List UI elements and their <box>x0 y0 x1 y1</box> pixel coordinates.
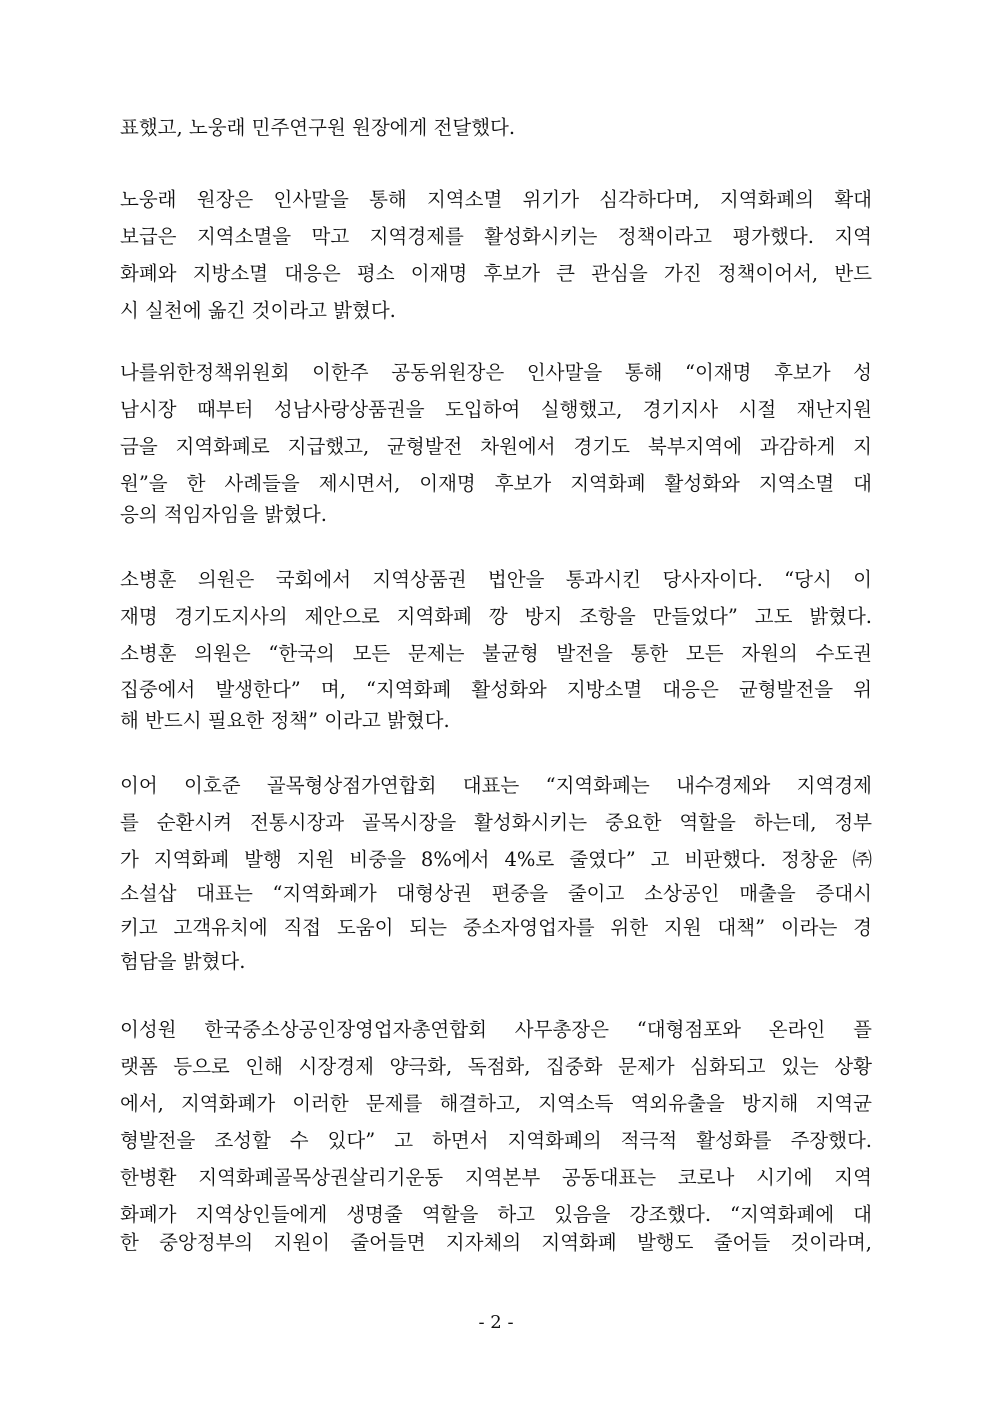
text-line: 소설삽 대표는 “지역화폐가 대형상권 편중을 줄이고 소상공인 매출을 증대시 <box>120 882 872 905</box>
text-line: 표했고, 노웅래 민주연구원 원장에게 전달했다. <box>120 116 516 139</box>
text-line: 원”을 한 사례들을 제시면서, 이재명 후보가 지역화폐 활성화와 지역소멸 대 <box>120 472 872 495</box>
text-line: 화폐가 지역상인들에게 생명줄 역할을 하고 있음을 강조했다. “지역화폐에 대 <box>120 1203 872 1226</box>
text-line: 집중에서 발생한다” 며, “지역화폐 활성화와 지방소멸 대응은 균형발전을 위 <box>120 678 872 701</box>
text-line: 해 반드시 필요한 정책” 이라고 밝혔다. <box>120 709 450 732</box>
text-line: 이성원 한국중소상공인장영업자총연합회 사무총장은 “대형점포와 온라인 플 <box>120 1018 872 1041</box>
text-line: 에서, 지역화폐가 이러한 문제를 해결하고, 지역소득 역외유출을 방지해 지역균 <box>120 1092 872 1115</box>
text-line: 나를위한정책위원회 이한주 공동위원장은 인사말을 통해 “이재명 후보가 성 <box>120 361 872 384</box>
text-line: 소병훈 의원은 국회에서 지역상품권 법안을 통과시킨 당사자이다. “당시 이 <box>120 568 872 591</box>
text-line: 시 실천에 옮긴 것이라고 밝혔다. <box>120 299 396 322</box>
text-line: 응의 적임자임을 밝혔다. <box>120 503 327 526</box>
text-line: 노웅래 원장은 인사말을 통해 지역소멸 위기가 심각하다며, 지역화폐의 확대 <box>120 188 872 211</box>
text-line: 화폐와 지방소멸 대응은 평소 이재명 후보가 큰 관심을 가진 정책이어서, 반드 <box>120 262 872 285</box>
text-line: 금을 지역화폐로 지급했고, 균형발전 차원에서 경기도 북부지역에 과감하게 지 <box>120 435 872 458</box>
text-line: 가 지역화폐 발행 지원 비중을 8%에서 4%로 줄였다” 고 비판했다. 정창윤 ㈜ <box>120 848 872 871</box>
text-line: 한 중앙정부의 지원이 줄어들면 지자체의 지역화폐 발행도 줄어들 것이라며, <box>120 1231 872 1254</box>
text-line: 키고 고객유치에 직접 도움이 되는 중소자영업자를 위한 지원 대책” 이라는 경 <box>120 916 872 939</box>
text-line: 보급은 지역소멸을 막고 지역경제를 활성화시키는 정책이라고 평가했다. 지역 <box>120 225 872 248</box>
text-line: 랫폼 등으로 인해 시장경제 양극화, 독점화, 집중화 문제가 심화되고 있는 상황 <box>120 1055 872 1078</box>
text-line: 이어 이호준 골목형상점가연합회 대표는 “지역화폐는 내수경제와 지역경제 <box>120 774 872 797</box>
page-number: - 2 - <box>478 1312 514 1333</box>
text-line: 소병훈 의원은 “한국의 모든 문제는 불균형 발전을 통한 모든 자원의 수도권 <box>120 642 872 665</box>
text-line: 남시장 때부터 성남사랑상품권을 도입하여 실행했고, 경기지사 시절 재난지원 <box>120 398 872 421</box>
text-line: 험담을 밝혔다. <box>120 950 246 973</box>
text-line: 를 순환시켜 전통시장과 골목시장을 활성화시키는 중요한 역할을 하는데, 정부 <box>120 811 872 834</box>
text-line: 한병환 지역화폐골목상권살리기운동 지역본부 공동대표는 코로나 시기에 지역 <box>120 1166 872 1189</box>
text-line: 형발전을 조성할 수 있다” 고 하면서 지역화폐의 적극적 활성화를 주장했다. <box>120 1129 872 1152</box>
text-line: 재명 경기도지사의 제안으로 지역화폐 깡 방지 조항을 만들었다” 고도 밝혔다. <box>120 605 872 628</box>
